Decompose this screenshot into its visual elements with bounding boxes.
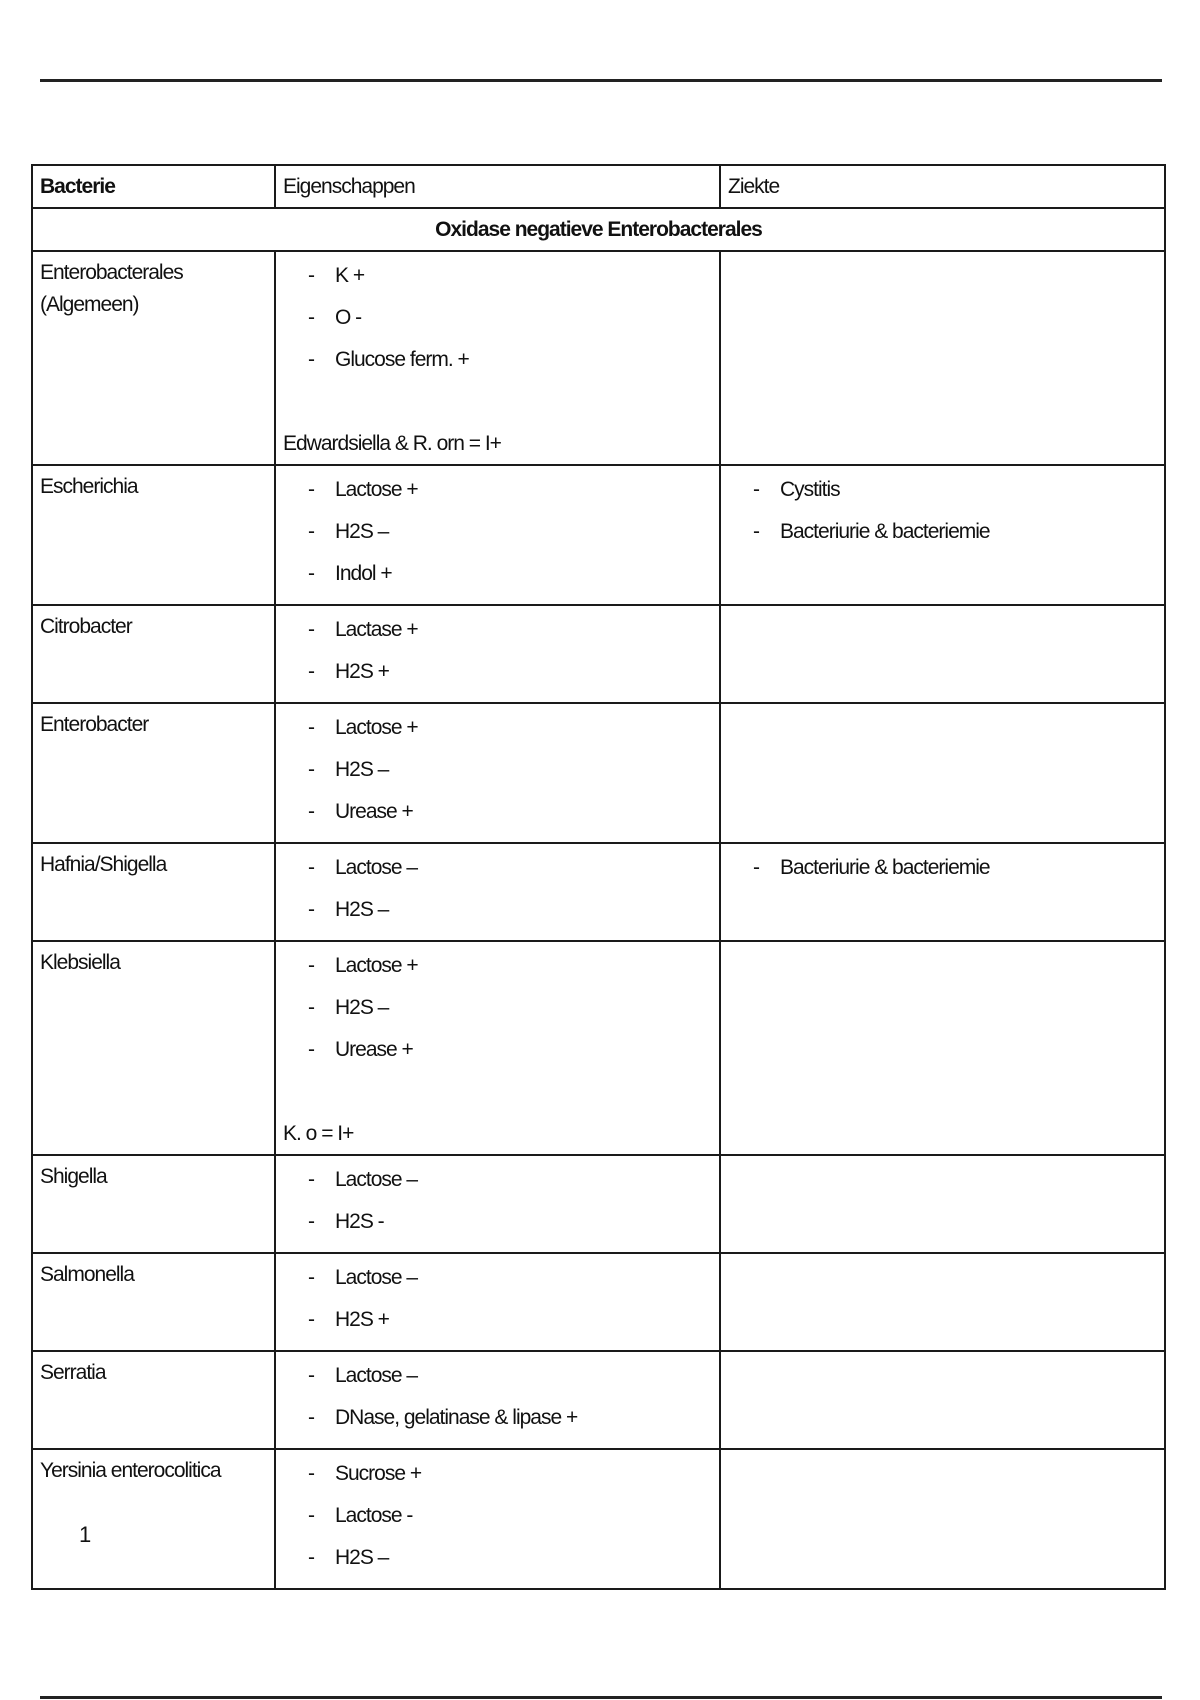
eigenschappen-cell [275, 1351, 720, 1449]
property-item [283, 1164, 712, 1206]
property-note: Edwardsiella & R. orn = I+ [283, 432, 501, 455]
property-item [283, 1500, 712, 1542]
bullet-dash: - [308, 716, 314, 739]
ziekte-cell [720, 703, 1165, 843]
property-note: K. o = I+ [283, 1122, 354, 1145]
property-list [283, 849, 712, 936]
property-text: Lactose – [335, 1168, 418, 1191]
bacterie-name: Klebsiella [32, 941, 275, 1155]
bullet-dash: - [308, 306, 314, 329]
property-text: Lactase + [335, 618, 418, 641]
bullet-dash: - [308, 1308, 314, 1331]
header-bacterie: Bacterie [32, 165, 275, 208]
bullet-dash: - [308, 1038, 314, 1061]
property-item [283, 1542, 712, 1584]
header-ziekte: Ziekte [720, 165, 1165, 208]
bacterie-name: Citrobacter [32, 605, 275, 703]
ziekte-cell [720, 1155, 1165, 1253]
bacterie-name: Shigella [32, 1155, 275, 1253]
disease-text: Cystitis [780, 478, 840, 501]
table-row [32, 1449, 1165, 1589]
property-text: Lactose – [335, 856, 418, 879]
property-text: Lactose – [335, 1364, 418, 1387]
property-item [283, 754, 712, 796]
property-text: H2S – [335, 520, 389, 543]
property-item [283, 516, 712, 558]
bullet-dash: - [753, 856, 759, 879]
property-item [283, 558, 712, 600]
table-row [32, 1351, 1165, 1449]
bacteria-table [31, 164, 1166, 1590]
disease-list [728, 471, 1157, 558]
property-list [283, 709, 712, 838]
disease-item [728, 474, 1157, 516]
bullet-dash: - [308, 1406, 314, 1429]
eigenschappen-cell [275, 1449, 720, 1589]
disease-list [728, 849, 1157, 894]
ziekte-cell [720, 1253, 1165, 1351]
table-row [32, 465, 1165, 605]
bullet-dash: - [308, 898, 314, 921]
bullet-dash: - [308, 520, 314, 543]
property-text: H2S - [335, 1210, 384, 1233]
ziekte-cell [720, 1351, 1165, 1449]
eigenschappen-cell [275, 1253, 720, 1351]
property-item [283, 1304, 712, 1346]
property-text: Glucose ferm. + [335, 348, 469, 371]
property-text: Lactose - [335, 1504, 413, 1527]
footer-rule [40, 1696, 1162, 1699]
property-text: K + [335, 264, 365, 287]
property-item [283, 992, 712, 1034]
bullet-dash: - [308, 1462, 314, 1485]
disease-text: Bacteriurie & bacteriemie [780, 856, 990, 879]
bullet-dash: - [308, 758, 314, 781]
header-rule [40, 79, 1162, 82]
property-text: O - [335, 306, 362, 329]
bacterie-name: Salmonella [32, 1253, 275, 1351]
property-text: H2S + [335, 660, 389, 683]
bacterie-name: Yersinia enterocolitica [32, 1449, 275, 1589]
eigenschappen-cell [275, 605, 720, 703]
property-item [283, 712, 712, 754]
property-list [283, 947, 712, 1076]
property-text: Lactose – [335, 1266, 418, 1289]
ziekte-cell [720, 605, 1165, 703]
property-list [283, 257, 712, 386]
header-row [32, 165, 1165, 208]
bullet-dash: - [308, 478, 314, 501]
property-list [283, 471, 712, 600]
ziekte-cell [720, 251, 1165, 465]
property-text: H2S – [335, 898, 389, 921]
header-eigenschappen: Eigenschappen [275, 165, 720, 208]
property-item [283, 1360, 712, 1402]
bullet-dash: - [308, 1504, 314, 1527]
property-item [283, 656, 712, 698]
bacterie-name: Escherichia [32, 465, 275, 605]
eigenschappen-cell [275, 1155, 720, 1253]
page-number: 1 [79, 1522, 92, 1547]
bullet-dash: - [308, 1210, 314, 1233]
table-row [32, 251, 1165, 465]
bullet-dash: - [308, 800, 314, 823]
property-item [283, 1402, 712, 1444]
property-item [283, 1206, 712, 1248]
bacterie-name: Hafnia/Shigella [32, 843, 275, 941]
ziekte-cell [720, 465, 1165, 605]
property-text: H2S – [335, 1546, 389, 1569]
property-list [283, 1259, 712, 1346]
bullet-dash: - [308, 856, 314, 879]
property-item [283, 614, 712, 656]
bullet-dash: - [308, 996, 314, 1019]
property-text: Lactose + [335, 478, 418, 501]
property-item [283, 302, 712, 344]
property-text: Lactose + [335, 954, 418, 977]
property-item [283, 950, 712, 992]
property-item [283, 344, 712, 386]
property-text: Urease + [335, 1038, 413, 1061]
ziekte-cell [720, 1449, 1165, 1589]
bullet-dash: - [308, 618, 314, 641]
table-row [32, 1155, 1165, 1253]
table-row [32, 941, 1165, 1155]
property-item [283, 894, 712, 936]
property-item [283, 260, 712, 302]
eigenschappen-cell [275, 941, 720, 1155]
property-text: H2S – [335, 996, 389, 1019]
bullet-dash: - [308, 1168, 314, 1191]
bullet-dash: - [308, 1364, 314, 1387]
bacterie-name: Enterobacter [32, 703, 275, 843]
disease-text: Bacteriurie & bacteriemie [780, 520, 990, 543]
bullet-dash: - [308, 562, 314, 585]
eigenschappen-cell [275, 843, 720, 941]
property-text: DNase, gelatinase & lipase + [335, 1406, 578, 1429]
property-text: H2S – [335, 758, 389, 781]
bullet-dash: - [753, 520, 759, 543]
bullet-dash: - [308, 1266, 314, 1289]
disease-item [728, 516, 1157, 558]
bullet-dash: - [308, 348, 314, 371]
table-row [32, 703, 1165, 843]
eigenschappen-cell [275, 465, 720, 605]
ziekte-cell [720, 941, 1165, 1155]
property-text: Indol + [335, 562, 392, 585]
bullet-dash: - [308, 1546, 314, 1569]
bullet-dash: - [308, 264, 314, 287]
table-row [32, 843, 1165, 941]
property-item [283, 796, 712, 838]
bullet-dash: - [308, 954, 314, 977]
bullet-dash: - [753, 478, 759, 501]
property-text: Sucrose + [335, 1462, 422, 1485]
bacterie-name: Serratia [32, 1351, 275, 1449]
ziekte-cell [720, 843, 1165, 941]
section-title: Oxidase negatieve Enterobacterales [32, 208, 1165, 251]
property-text: Urease + [335, 800, 413, 823]
bacterie-name: Enterobacterales (Algemeen) [32, 251, 275, 465]
property-item [283, 852, 712, 894]
table-row [32, 605, 1165, 703]
property-item [283, 1034, 712, 1076]
bullet-dash: - [308, 660, 314, 683]
property-item [283, 474, 712, 516]
property-item [283, 1262, 712, 1304]
table-row [32, 1253, 1165, 1351]
eigenschappen-cell [275, 251, 720, 465]
property-item [283, 1458, 712, 1500]
section-row [32, 208, 1165, 251]
property-list [283, 1357, 712, 1444]
property-text: H2S + [335, 1308, 389, 1331]
property-list [283, 611, 712, 698]
property-list [283, 1455, 712, 1584]
disease-item [728, 852, 1157, 894]
eigenschappen-cell [275, 703, 720, 843]
property-text: Lactose + [335, 716, 418, 739]
property-list [283, 1161, 712, 1248]
